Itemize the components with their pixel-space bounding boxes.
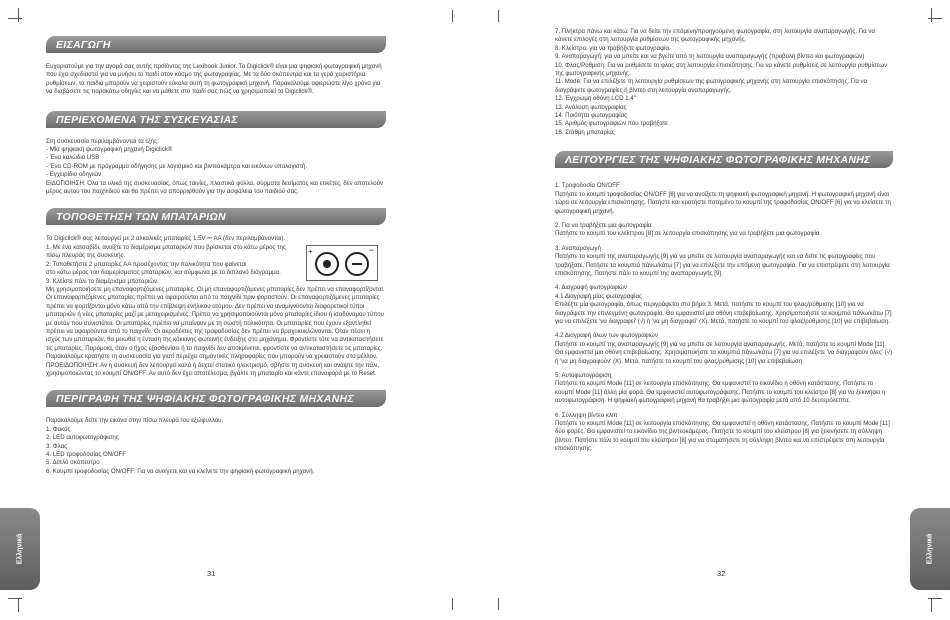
function-text: Πατήστε το κουμπί της αναπαραγωγής [9] για να μπείτε σε λειτουργία αναπαραγωγής. Μετά, πατήστε το κουμπί Mode [11]. Θα εμφανιστεί μια οθόνη επιβεβαίωσης. Χρησιμοποιήστε τα κουμπιά πάνω/κάτω [7] για να επιλέξετε 'να διαγραφούν όλες' (√) ή 'να μη διαγραφούν' (X). Μετά, πατήστε το κουμπί του φλας/ρύθμισης [10] για επιβεβαίωση.: [555, 340, 893, 365]
crop-mark: [931, 8, 932, 22]
crop-mark: [8, 18, 22, 19]
language-tab-label: Ελληνικά: [16, 533, 24, 565]
function-text: Πατήστε το κουμπί Mode [11] σε λειτουργία επισκόπησης. Θα εμφανιστεί η οθόνη κατάστασης. Πατήστε το κουμπί Mode [11] δύο φορές. Θα εμφανιστεί το εικονίδιο της βιντεοκάμερας. Πατήστε το κουμπί του κλείστρου [8] για ξεκινήσετε τη σύλληψη βίντεο. Πατήστε πάλι το κουμπί του κλείστρου [8] για να σταματήσετε τη σύλληψη βίντεο και να επιστρέψετε στη λειτουργία επισκόπησης.: [555, 420, 890, 453]
battery-negative-icon: [345, 252, 369, 276]
crop-mark: [498, 598, 499, 610]
function-heading: 4. Διαγραφή φωτογραφιών: [555, 284, 627, 292]
function-text: Πατήστε το κουμπί του κλείστρου [8] σε λειτουργία επισκόπησης για να τραβήξετε μια φωτογραφία.: [555, 230, 822, 238]
section-header-description: [46, 390, 386, 407]
contents-line: - Ένα CD-ROM με πρόγραμμα οδήγησης με λογισμικό και βιντεοκάμερα και εικόνων υπολογιστή.: [46, 162, 308, 170]
parts-list-item: 14. Ποιότητα φωτογραφίας: [555, 112, 628, 120]
section-title: ΠΕΡΙΓΡΑΦΗ ΤΗΣ ΨΗΦΙΑΚΗΣ ΦΩΤΟΓΡΑΦΙΚΗΣ ΜΗΧΑΝΗΣ: [56, 393, 354, 406]
function-heading: 4.2 Διαγραφή όλων των φωτογραφιών: [555, 332, 658, 340]
section-title: ΠΕΡΙΕΧΟΜΕΝΑ ΤΗΣ ΣΥΣΚΕΥΑΣΙΑΣ: [56, 113, 238, 126]
battery-diagram: [306, 245, 378, 281]
parts-list-item: 10. Φλας/Ρύθμιση: Για να ρυθμίσετε το φλας στη λειτουργία επισκόπησης. Για να κάνετε ρυθμίσεις σε λειτουργία ρυθμίσεων της φωτογραφικής μηχανής.: [555, 61, 888, 78]
section-header-intro: [46, 36, 386, 53]
description-line: Παρακαλούμε δείτε την εικόνα στην πίσω πλευρά του εξώφυλλου.: [46, 417, 224, 425]
section-header-functions: [555, 151, 893, 168]
function-text: Επιλέξτε μία φωτογραφία, όπως περιγράφεται στο βήμα 3. Μετά, πατήστε το κουμπί του φλας/ρύθμισης [10] για να διαγράψετε την επιλεγμένη φωτογραφία. Θα εμφανιστεί μια οθόνη επιβεβαίωσης. Χρησιμοποιήστε τα κουμπιά πάνω/κάτω [7] για να επιλέξετε 'να διαγραφεί' (√) ή 'να μη διαγραφεί' (X). Μετά, πατήστε το κουμπί του φλας/ρύθμισης [10] για επιβεβαίωση.: [555, 301, 892, 325]
right-page: [555, 28, 893, 454]
parts-list-item: 7. Πλήκτρα πάνω και κάτω: Για να δείτε την επόμενη/προηγούμενη φωτογραφία, στη λειτουργία αναπαραγωγής. Για να κάνετε επιλογές στη λειτουργία ρυθμίσεων της φωτογραφικής μηχανής.: [555, 28, 875, 44]
parts-list-item: 15. Αριθμός φωτογραφιών που τραβήξατε: [555, 120, 668, 128]
contents-warning: ΕΙΔΟΠΟΙΗΣΗ: Όλα τα υλικά της συσκευασίας, όπως ταινίες, πλαστικά φύλλα, σύρματα δεσίματος και ετικέτες, δεν αποτελούν μέρος αυτού του παιχνιδιού και θα πρέπει να απορριφθούν για την ασφάλεια του παιδιού σας.: [46, 179, 384, 196]
left-page: [46, 28, 386, 476]
crop-mark: [18, 598, 19, 612]
description-line: 5. Διπλό σκόπευτρο: [46, 459, 100, 467]
crop-mark: [8, 598, 22, 599]
language-tab-left: [0, 508, 40, 590]
function-heading: 5. Αυτοφωτογράφιση: [555, 372, 612, 379]
battery-block: [46, 235, 386, 285]
contents-line: - Μία ψηφιακή φωτογραφική μηχανή Digiclick®: [46, 146, 173, 154]
description-line: 1. Φακός: [46, 425, 71, 433]
function-heading: 1. Τροφοδοσία ON/OFF: [555, 182, 620, 190]
battery-line: Το Digiclick® σας λειτουργεί με 2 αλκαλικές μπαταρίες 1.5V ⎓ AA (δεν περιλαμβάνονται).: [46, 235, 286, 243]
battery-line: πίσω πλευράς της συσκευής.: [46, 252, 126, 260]
description-line: 4. LED τροφοδοσίας ON/OFF: [46, 451, 126, 458]
parts-list-item: 13. Ανάλυση φωτογραφίας: [555, 103, 627, 111]
battery-line: 3. Κλείστε πάλι το διαμέρισμα μπαταριών.: [46, 277, 159, 285]
language-tab-right: [910, 508, 950, 590]
function-heading: 2. Για να τραβήξετε μια φωτογραφία: [555, 221, 652, 229]
description-line: 6. Κουμπί τροφοδοσίας ON/OFF: Για να ανοίγετε και να κλείνετε την ψηφιακή φωτογραφική μηχανή.: [46, 467, 315, 475]
section-header-contents: [46, 111, 386, 128]
battery-positive-icon: [315, 252, 339, 276]
battery-line: 1. Με ένα κατσαβίδι, ανοίξτε το διαμέρισμα μπαταριών που βρίσκεται στο κάτω μέρος της: [46, 243, 286, 251]
parts-list-item: 8. Κλείστρο: για να τραβήξετε φωτογραφία.: [555, 44, 671, 52]
parts-list-item: 11. Mode: Για να επιλέξετε τη λειτουργία ρυθμίσεων της φωτογραφικής μηχανής στη λειτουργία επισκόπησης. Για να διαγράψετε φωτογραφίες ή βίντεο στη λειτουργία αναπαραγωγής.: [555, 78, 868, 94]
description-line: 3. Φλας: [46, 442, 68, 450]
page-number-right: 32: [717, 569, 726, 578]
function-subheading: 4.1 Διαγραφή μίας φωτογραφίας: [555, 292, 642, 300]
function-text: Πατήστε το κουμπί τροφοδοσίας ON/OFF [6] για να ανοίξετε τη ψηφιακή φωτογραφική μηχανή. Η φωτογραφική μηχανή είναι τώρα σε λειτουργία επισκόπησης. Πατήστε και κρατήστε πατημένο το κουμπί της τροφοδοσίας ON/OFF [6] για να κλείσετε τη φωτογραφική μηχανή.: [555, 190, 891, 215]
battery-warning: ΠΡΟΕΙΔΟΠΟΙΗΣΗ: Αν η συσκευή δεν λειτουργεί καλά ή δεχτεί στατικό ηλεκτρισμό, σβήστε τη συσκευή και ανάψτε την πάλι, χρησιμοποιώντας το κουμπί ON/OFF. Αν αυτό δεν έχει αποτέλεσμα, βγάλτε τη μπαταρία και κάντε επαναφορά με το Reset.: [46, 361, 380, 377]
contents-line: Στη συσκευασία περιλαμβάνονται τα εξής:: [46, 137, 159, 145]
function-heading: 3. Αναπαραγωγή: [555, 244, 601, 252]
page-number-left: 31: [207, 569, 216, 578]
intro-text: Ευχαριστούμε για την αγορά σας αυτής προϊόντος της Lexibook Junior. Το Digiclick® είναι μια ψηφιακή φωτογραφική μηχανή που έχει σχεδιαστεί για να μυήσει το παιδί στον κόσμο της φωτογραφίας. Με τα δύο σκόπευτρα και τα γερά χειριστήρια ρυθμίσεων, τα παιδιά μπορούν να χειριστούν εύκολα αυτή τη φωτογραφική μηχανή. Παρακαλούμε αφιερώστε λίγο χρόνο για να διαβάσετε τις παρακάτω οδηγίες και να μάθετε στο παιδί σας πώς να χρησιμοποιεί το Digiclick®.: [46, 63, 382, 96]
crop-mark: [452, 598, 453, 610]
contents-line: - Ένα καλώδιο USB: [46, 154, 100, 162]
parts-list-item: 9. Αναπαραγωγή: για να μπείτε και να βγείτε από τη λειτουργία αναπαραγωγής (προβολή βίντεο και φωτογραφιών): [555, 53, 865, 61]
section-title: ΕΙΣΑΓΩΓΗ: [56, 39, 111, 51]
crop-mark: [452, 10, 453, 22]
battery-line: στο κάτω μέρος του διαμερίσματος μπαταριών, και σύμφωνα με το διπλανό διάγραμμα.: [46, 269, 281, 277]
battery-safety-text: Μη χρησιμοποιήσετε μη επαναφορτιζόμενες μπαταρίες. Οι μη επαναφορτιζόμενες μπαταρίες δεν πρέπει να επαναφορτίζονται. Οι επαναφορτιζόμενες μπαταρίες πρέπει να αφαιρούνται από το παιχνίδι πριν φορτιστούν. Οι επαναφορτιζόμενες μπαταρίες πρέπει να φορτίζονται μόνο κάτω από την επίβλεψη ενήλικου ατόμου. Δεν πρέπει να αναμιγνύονται διαφορετικοί τύποι μπαταριών ή νέες μπαταρίες μαζί με μεταχειρισμένες. Πρέπει να χρησιμοποιούνται μόνο μπαταρίες ίδιου ή ισοδύναμου τύπου με αυτόν που συνιστάται. Οι μπαταρίες πρέπει να μπαίνουν με τη σωστή πολικότητα. Οι μπαταρίες που έχουν εξαντληθεί πρέπει να αφαιρούνται από το παιχνίδι. Οι ακροδέκτες της τροφοδοσίας δεν πρέπει να βραχυκυκλώνονται. Όταν πέσει η ισχύς των μπαταριών, θα μειωθεί η ένταση της κόκκινης φωτεινής ένδειξης στο μηχάνημα. Φροντίστε τότε να αντικαταστήσετε τις μπαταρίες. Παρόμοια, όταν ο ήχος εξασθενίσει ή το παιχνίδι δεν αποκρίνεται, φροντίστε να αντικαταστήσετε τις μπαταρίες. Παρακαλούμε κρατήστε τη συσκευασία για γιατί περιέχει σημαντικές πληροφορίες που μπορούν να χρειαστούν στο μέλλον.: [46, 285, 385, 361]
minus-sign-icon: −: [368, 245, 374, 256]
parts-list-item: 12. Έγχρωμη οθόνη LCD 1.4": [555, 95, 636, 103]
function-text: Πατήστε το κουμπί Mode [11] σε λειτουργία επισκόπησης. Θα εμφανιστεί το εικονίδιο η οθόνη κατάστασης. Πατήστε το κουμπί Mode [11] άλλη μία φορά. Θα εμφανιστεί αυτοφωτογράφισης. Πατήστε το κουμπί του κλείστρο [8] για να ξεκινήσει η αυτοφωτογράφιση. Η ψηφιακή φωτογραφική μηχανή θα τραβήξει μια φωτογραφία μετά από 10 δευτερόλεπτα.: [555, 380, 886, 405]
crop-mark: [498, 10, 499, 22]
section-header-batteries: [46, 208, 386, 225]
function-heading: 6. Σύλληψη βίντεο κλιπ: [555, 411, 618, 419]
language-tab-label: Ελληνικά: [926, 533, 934, 565]
plus-sign-icon: +: [308, 247, 313, 257]
contents-line: - Εγχειρίδιο οδηγιών: [46, 171, 102, 179]
crop-mark: [18, 8, 19, 22]
section-title: ΤΟΠΟΘΕΤΗΣΗ ΤΩΝ ΜΠΑΤΑΡΙΩΝ: [56, 211, 226, 224]
description-line: 2. LED αυτοφωτογράφισης: [46, 434, 119, 442]
battery-line: 2. Τοποθετήστε 2 μπαταρίες AA προσέχοντας την πολικότητα που φαίνεται: [46, 260, 247, 268]
function-text: Πατήστε το κουμπί της αναπαραγωγής [9] για να μπείτε σε λειτουργία αναπαραγωγής και να δείτε τις φωτογραφίες που τραβήξατε. Πατήστε τα κουμπιά πάνω/κάτω [7] για να επιλέξετε την επόμενη φωτογραφία. Για να επιστρέψετε στη λειτουργία επισκόπησης, Πατήστε πάλι το κουμπί της αναπαραγωγής [9].: [555, 253, 890, 277]
section-title: ΛΕΙΤΟΥΡΓΙΕΣ ΤΗΣ ΨΗΦΙΑΚΗΣ ΦΩΤΟΓΡΑΦΙΚΗΣ ΜΗΧΑΝΗΣ: [565, 154, 871, 167]
crop-mark: [931, 598, 932, 612]
parts-list-item: 16. Στάθμη μπαταρίας: [555, 128, 615, 136]
